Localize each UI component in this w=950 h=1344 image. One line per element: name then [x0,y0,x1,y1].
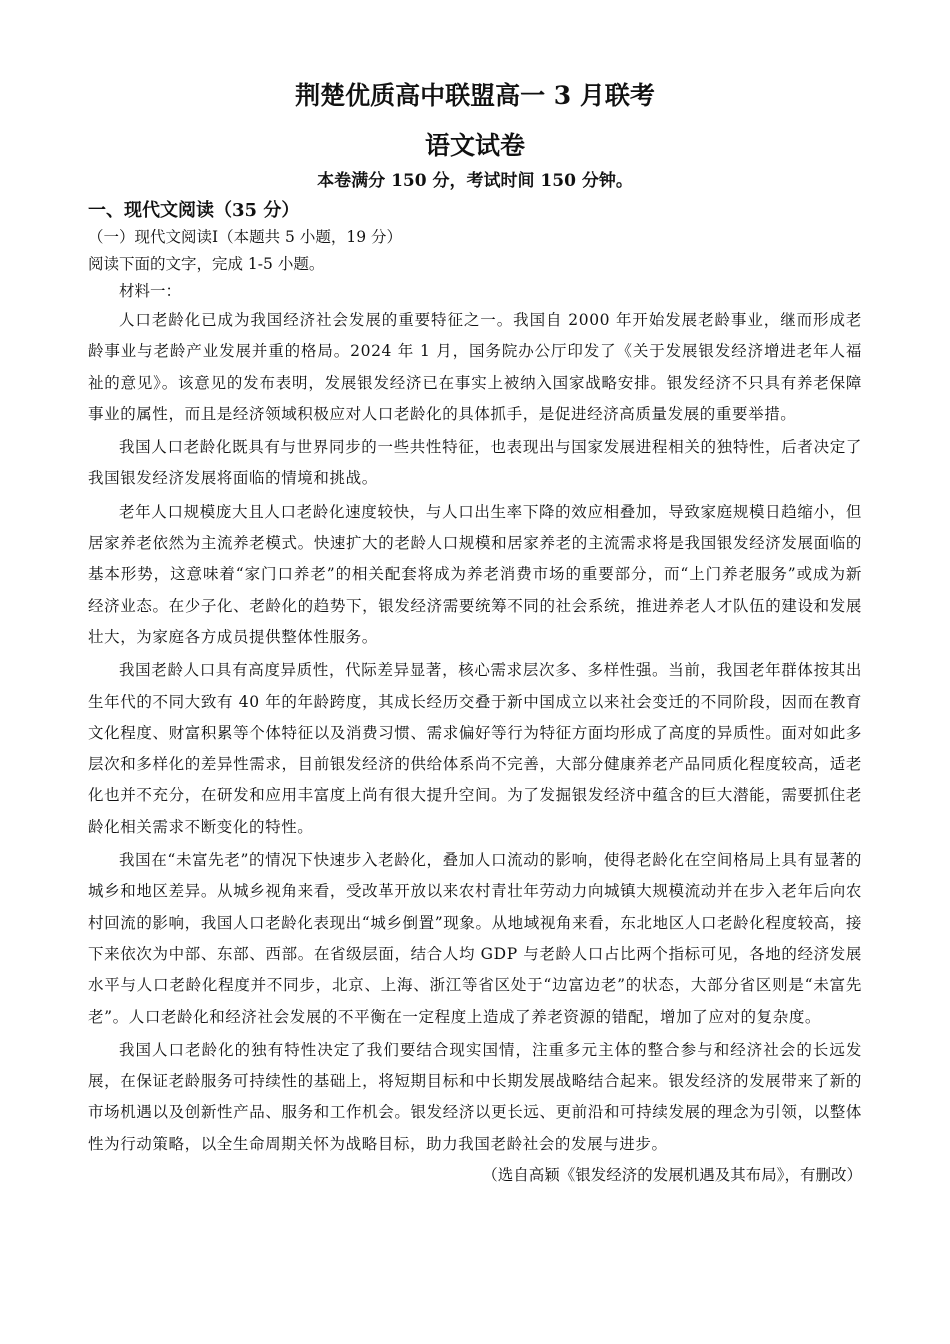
section-title: 一、现代文阅读（35 分） [88,200,300,221]
paragraph-6: 我国人口老龄化的独有特性决定了我们要结合现实国情，注重多元主体的整合参与和经济社会的长远发展，在保证老龄服务可持续性的基础上，将短期目标和中长期发展战略结合起来。银发经济的发展带来了新的市场机遇以及创新性产品、服务和工作机会。银发经济以更长远、更前沿和可持续发展的理念为引领，以整体性为行动策略，以全生命周期关怀为战略目标，助力我国老龄社会的发展与进步。 [88,1040,862,1153]
paragraph-2: 我国人口老龄化既具有与世界同步的一些共性特征，也表现出与国家发展进程相关的独特性，后者决定了我国银发经济发展将面临的情境和挑战。 [88,438,862,488]
paragraph-1: 人口老龄化已成为我国经济社会发展的重要特征之一。我国自 2000 年开始发展老龄事业，继而形成老龄事业与老龄产业发展并重的格局。2024 年 1 月，国务院办公厅印发了《关于发展银发经济增进老年人福祉的意见》。该意见的发布表明，发展银发经济已在事实上被纳入国家战略安排。银发经济不只具有养老保障事业的属性，而且是经济领域积极应对人口老龄化的具体抓手，是促进经济高质量发展的重要举措。 [88,311,862,423]
instruction-text: 阅读下面的文字，完成 1-5 小题。 [88,255,325,273]
paragraph-4: 我国老龄人口具有高度异质性，代际差异显著，核心需求层次多、多样性强。当前，我国老年群体按其出生年代的不同大致有 40 年的年龄跨度，其成长经历交叠于新中国成立以来社会变迁的不同阶段，因而在教育文化程度、财富积累等个体特征以及消费习惯、需求偏好等行为特征方面均形成了高度的异质性。面对如此多层次和多样化的差异性需求，目前银发经济的供给体系尚不完善，大部分健康养老产品同质化程度较高，适老化也并不充分，在研发和应用丰富度上尚有很大提升空间。为了发掘银发经济中蕴含的巨大潜能，需要抓住老龄化相关需求不断变化的特性。 [88,661,862,836]
paragraph-5: 我国在“未富先老”的情况下快速步入老龄化，叠加人口流动的影响，使得老龄化在空间格局上具有显著的城乡和地区差异。从城乡视角来看，受改革开放以来农村青壮年劳动力向城镇大规模流动并在步入老年后向农村回流的影响，我国人口老龄化表现出“城乡倒置”现象。从地域视角来看，东北地区人口老龄化程度较高，接下来依次为中部、东部、西部。在省级层面，结合人均 GDP 与老龄人口占比两个指标可见，各地的经济发展水平与人口老龄化程度并不同步，北京、上海、浙江等省区处于“边富边老”的状态，大部分省区则是“未富先老”。人口老龄化和经济社会发展的不平衡在一定程度上造成了养老资源的错配，增加了应对的复杂度。 [88,851,862,1026]
exam-title: 荆楚优质高中联盟高一 3 月联考 [295,81,655,110]
part-title: （一）现代文阅读I（本题共 5 小题，19 分） [88,228,402,246]
exam-page [88,78,862,1190]
exam-subtitle: 语文试卷 [424,131,525,160]
source-citation: （选自高颖《银发经济的发展机遇及其布局》，有删改） [482,1166,862,1185]
paragraph-3: 老年人口规模庞大且人口老龄化速度较快，与人口出生率下降的效应相叠加，导致家庭规模日趋缩小，但居家养老依然为主流养老模式。快速扩大的老龄人口规模和居家养老的主流需求将是我国银发经济发展面临的基本形势，这意味着“家门口养老”的相关配套将成为养老消费市场的重要部分，而“上门养老服务”或成为新经济业态。在少子化、老龄化的趋势下，银发经济需要统筹不同的社会系统，推进养老人才队伍的建设和发展壮大，为家庭各方成员提供整体性服务。 [88,502,862,646]
material-label: 材料一： [119,282,182,300]
exam-note: 本卷满分 150 分，考试时间 150 分钟。 [317,171,633,191]
